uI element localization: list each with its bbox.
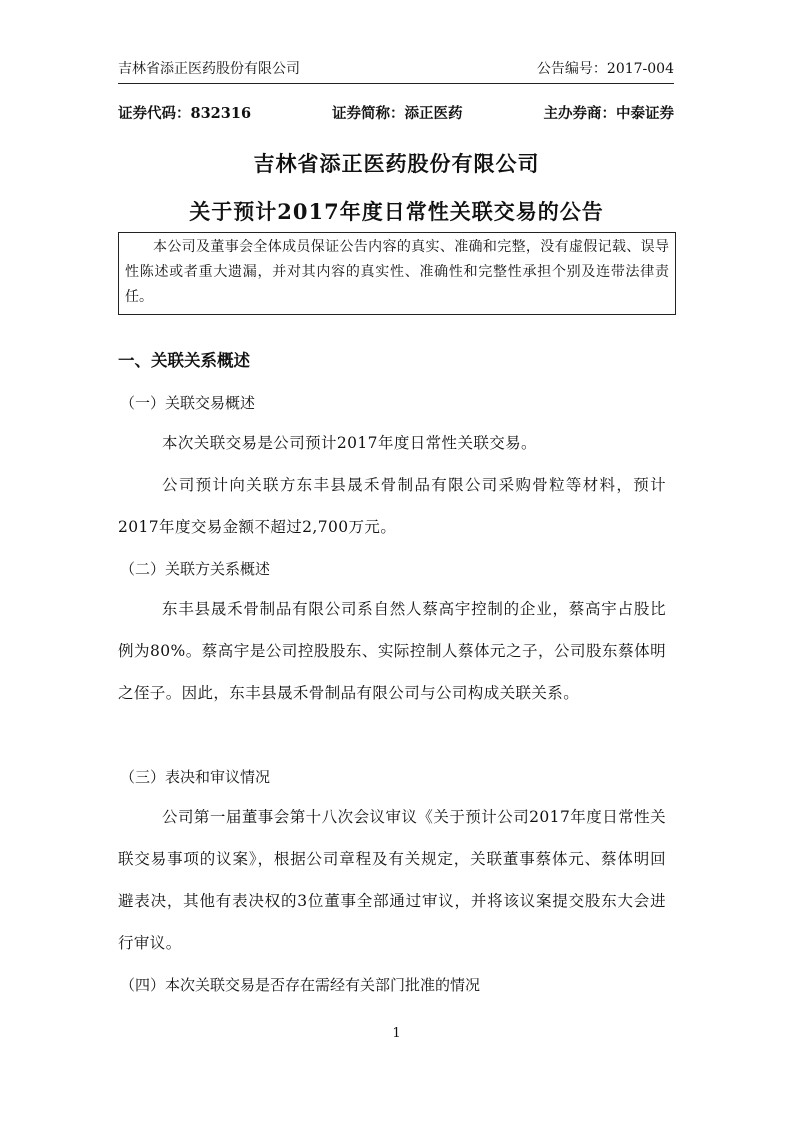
subsection-4-heading: （四）本次关联交易是否存在需经有关部门批准的情况 <box>120 976 481 994</box>
paragraph-4: 公司第一届董事会第十八次会议审议《关于预计公司2017年度日常性关联交易事项的议案》，根据公司章程及有关规定，关联董事蔡体元、蔡体明回避表决，其他有表决权的3位董事全部通过审议，并将该议案提交股东大会进行审议。 <box>118 808 666 952</box>
security-code: 证券代码：832316 <box>118 105 252 122</box>
header-notice-number: 公告编号：2017-004 <box>536 61 674 77</box>
subsection-3-heading: （三）表决和审议情况 <box>120 768 271 786</box>
paragraph-3: 东丰县晟禾骨制品有限公司系自然人蔡高宇控制的企业，蔡高宇占股比例为80%。蔡高宇是公司控股股东、实际控制人蔡体元之子，公司股东蔡体明之侄子。因此，东丰县晟禾骨制品有限公司与公司构成关联关系。 <box>118 600 666 702</box>
security-short-name: 证券简称：添正医药 <box>332 105 463 122</box>
disclaimer-box: 本公司及董事会全体成员保证公告内容的真实、准确和完整，没有虚假记载、误导性陈述或者重大遗漏，并对其内容的真实性、准确性和完整性承担个别及连带法律责任。 <box>118 232 676 315</box>
subsection-2-heading: （二）关联方关系概述 <box>120 560 271 578</box>
section-1-title: 一、关联关系概述 <box>118 351 250 370</box>
paragraph-1: 本次关联交易是公司预计2017年度日常性关联交易。 <box>162 434 537 452</box>
security-info <box>118 102 674 123</box>
sponsor-broker: 主办券商：中泰证券 <box>543 105 674 122</box>
document-title-subject: 关于预计2017年度日常性关联交易的公告 <box>189 199 604 224</box>
paragraph-2: 公司预计向关联方东丰县晟禾骨制品有限公司采购骨粒等材料，预计2017年度交易金额不超过2,700万元。 <box>118 476 666 536</box>
page-header <box>118 58 674 84</box>
header-company: 吉林省添正医药股份有限公司 <box>118 61 300 77</box>
page-number: 1 <box>392 1026 401 1041</box>
subsection-1-heading: （一）关联交易概述 <box>120 394 256 412</box>
document-title-company: 吉林省添正医药股份有限公司 <box>253 151 540 176</box>
